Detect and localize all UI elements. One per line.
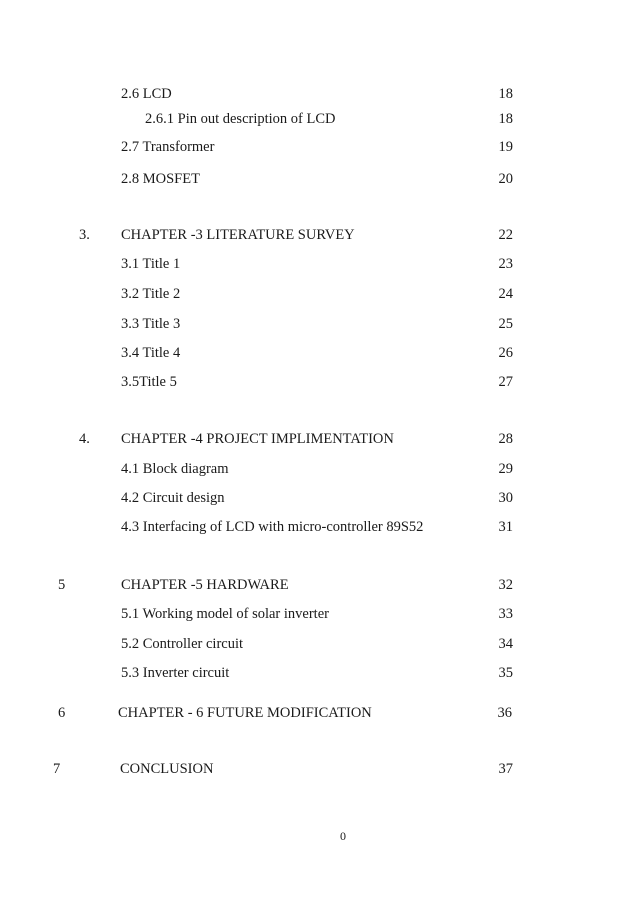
toc-entry-page: 26: [498, 345, 513, 361]
toc-entry-page: 33: [498, 606, 513, 622]
toc-entry-page: 19: [498, 139, 513, 155]
toc-entry-page: 37: [498, 761, 513, 777]
toc-entry-page: 27: [498, 374, 513, 390]
toc-entry-title: 2.6.1 Pin out description of LCD: [145, 111, 336, 127]
toc-entry-page: 22: [498, 227, 513, 243]
toc-chapter-number: 7: [53, 761, 61, 777]
toc-entry-title: 4.1 Block diagram: [121, 461, 229, 477]
toc-chapter-title: CONCLUSION: [120, 761, 214, 777]
toc-chapter-title: CHAPTER -3 LITERATURE SURVEY: [121, 227, 355, 243]
toc-entry-page: 30: [498, 490, 513, 506]
toc-entry-page: 31: [498, 519, 513, 535]
toc-chapter-number: 3.: [79, 227, 90, 243]
toc-entry-title: 5.2 Controller circuit: [121, 636, 244, 652]
toc-entry-page: 34: [498, 636, 513, 652]
toc-entry-page: 20: [498, 171, 513, 187]
toc-chapter-title: CHAPTER -4 PROJECT IMPLIMENTATION: [121, 431, 394, 447]
toc-entry-title: 5.3 Inverter circuit: [121, 665, 230, 681]
toc-entry-title: 5.1 Working model of solar inverter: [121, 606, 329, 622]
toc-entry-title: 3.4 Title 4: [121, 345, 181, 361]
toc-chapter-number: 6: [58, 705, 66, 721]
toc-entry-page: 23: [498, 256, 513, 272]
toc-entry-title: 4.3 Interfacing of LCD with micro-controller 89S52: [121, 519, 424, 535]
toc-entry-title: 3.3 Title 3: [121, 316, 181, 332]
toc-entry-title: 3.2 Title 2: [121, 286, 181, 302]
toc-entry-page: 36: [497, 705, 512, 721]
toc-entry-title: 3.5Title 5: [121, 374, 177, 390]
toc-chapter-number: 4.: [79, 431, 90, 447]
toc-entry-page: 18: [498, 111, 513, 127]
toc-entry-title: 2.8 MOSFET: [121, 171, 200, 187]
toc-entry-title: 3.1 Title 1: [121, 256, 181, 272]
toc-chapter-number: 5: [58, 577, 66, 593]
toc-entry-page: 32: [498, 577, 513, 593]
toc-entry-title: 4.2 Circuit design: [121, 490, 225, 506]
toc-entry-page: 28: [498, 431, 513, 447]
toc-chapter-title: CHAPTER -5 HARDWARE: [121, 577, 289, 593]
toc-chapter-title: CHAPTER - 6 FUTURE MODIFICATION: [118, 705, 372, 721]
footer-page-number: 0: [340, 829, 346, 843]
toc-entry-page: 24: [498, 286, 513, 302]
toc-entry-title: 2.6 LCD: [121, 86, 172, 102]
toc-entry-page: 18: [498, 86, 513, 102]
toc-entry-page: 29: [498, 461, 513, 477]
toc-entry-page: 25: [498, 316, 513, 332]
toc-entry-page: 35: [498, 665, 513, 681]
toc-entry-title: 2.7 Transformer: [121, 139, 215, 155]
